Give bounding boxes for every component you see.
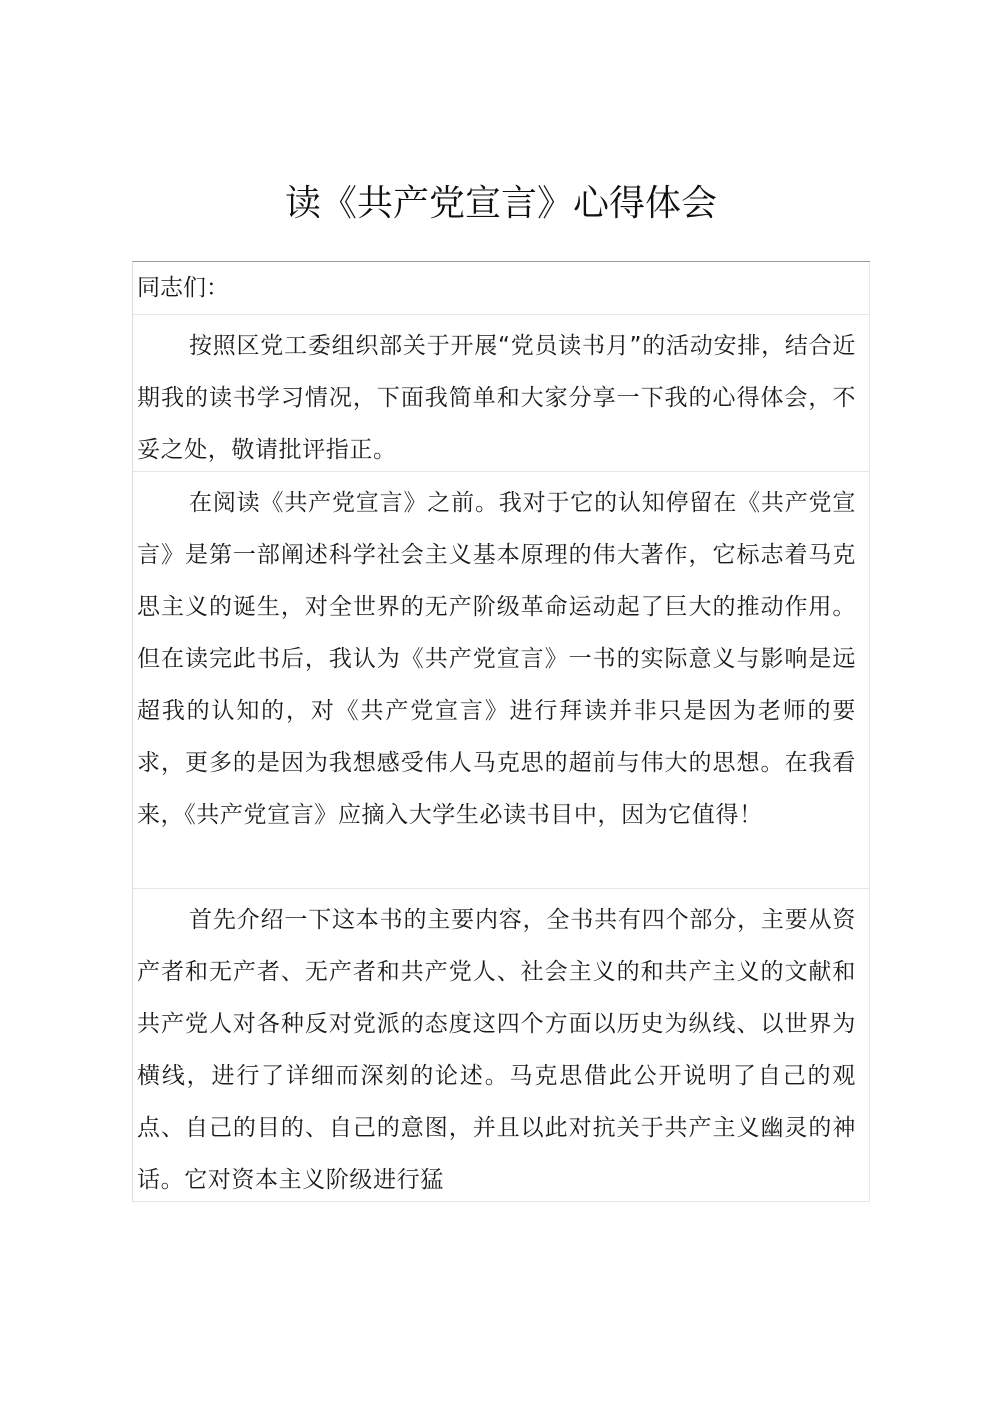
document-title: 读《共产党宣言》心得体会 (284, 183, 717, 224)
salutation: 同志们： (133, 262, 870, 315)
paragraph-intro: 按照区党工委组织部关于开展“党员读书月”的活动安排，结合近期我的读书学习情况，下面我简单和大家分享一下我的心得体会，不妥之处，敬请批评指正。 (133, 315, 870, 472)
paragraph-content: 首先介绍一下这本书的主要内容，全书共有四个部分，主要从资产者和无产者、无产者和共产党人、社会主义的和共产主义的文献和共产党人对各种反对党派的态度这四个方面以历史为纵线、以世界为横线，进行了详细而深刻的论述。马克思借此公开说明了自己的观点、自己的目的、自己的意图，并且以此对抗关于共产主义幽灵的神话。它对资本主义阶级进行猛 (133, 889, 870, 1202)
document-body (132, 261, 870, 1202)
paragraph-reading: 在阅读《共产党宣言》之前。我对于它的认知停留在《共产党宣言》是第一部阐述科学社会主义基本原理的伟大著作，它标志着马克思主义的诞生，对全世界的无产阶级革命运动起了巨大的推动作用。但在读完此书后，我认为《共产党宣言》一书的实际意义与影响是远超我的认知的，对《共产党宣言》进行拜读并非只是因为老师的要求，更多的是因为我想感受伟人马克思的超前与伟大的思想。在我看来，《共产党宣言》应摘入大学生必读书目中，因为它值得！ (133, 472, 870, 889)
